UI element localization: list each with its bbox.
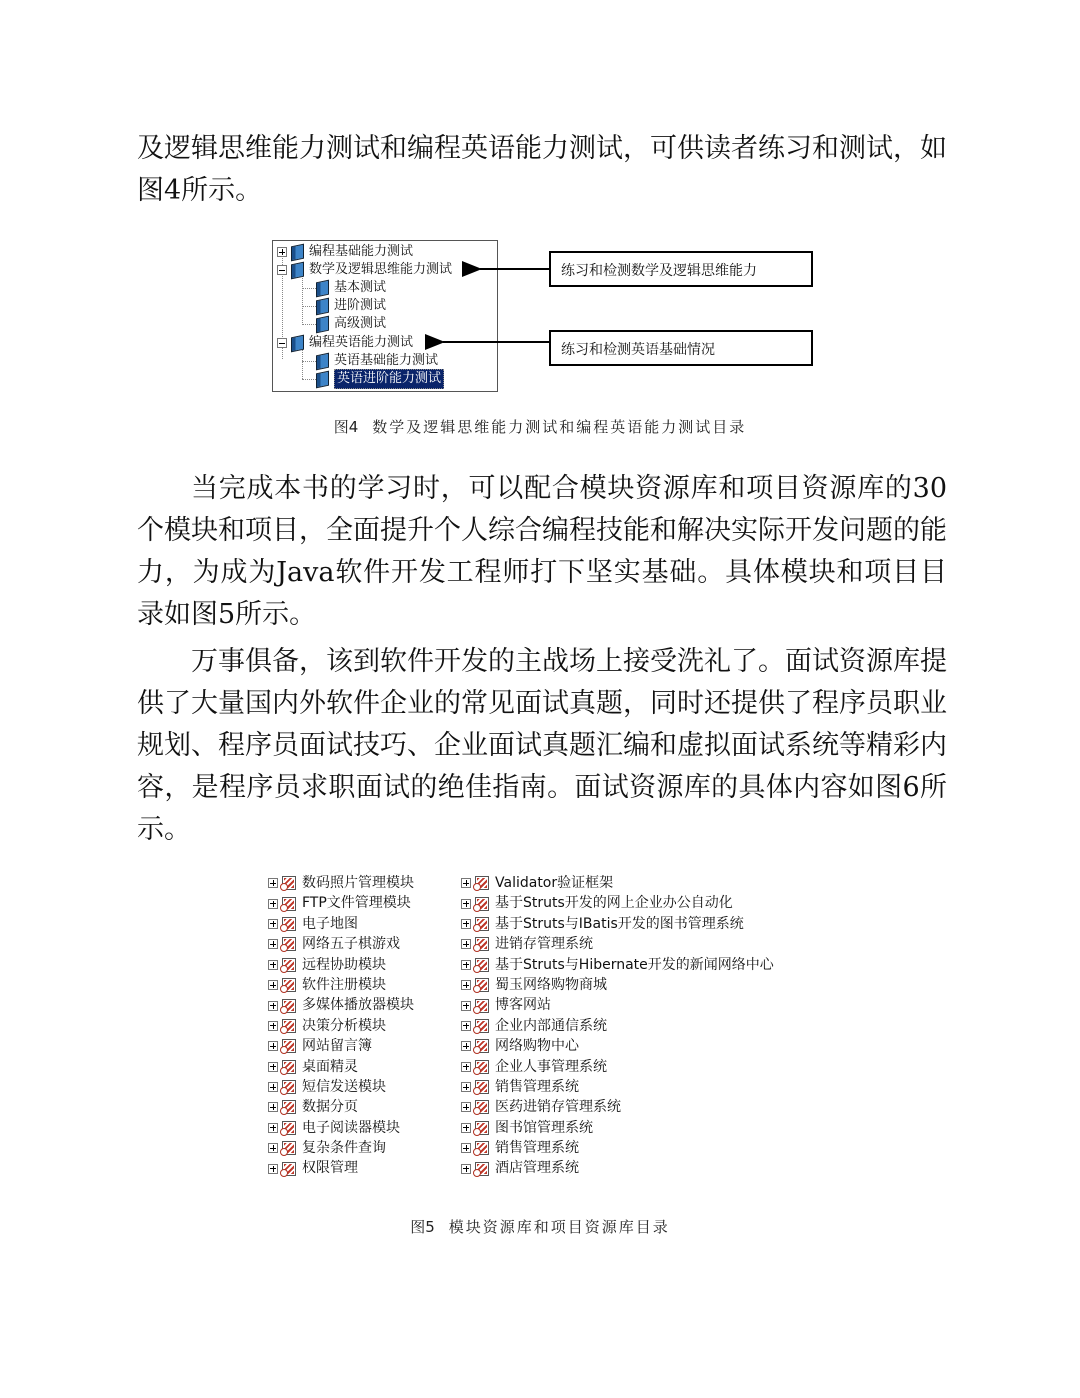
expand-icon[interactable] <box>268 878 278 888</box>
resource-package-icon <box>282 1162 296 1176</box>
resource-package-icon <box>475 1121 489 1135</box>
expand-icon[interactable] <box>461 1041 471 1051</box>
paragraph-3: 万事俱备，该到软件开发的主战场上接受洗礼了。面试资源库提供了大量国内外软件企业的常见面试真题，同时还提供了程序员职业规划、程序员面试技巧、企业面试真题汇编和虚拟面试系统等精彩内容，是程序员求职面试的绝佳指南。面试资源库的具体内容如图6所示。 <box>137 646 947 845</box>
expand-icon[interactable] <box>461 1062 471 1072</box>
expand-icon[interactable] <box>461 1123 471 1133</box>
resource-package-icon <box>282 958 296 972</box>
project-label: 网络购物中心 <box>495 1038 579 1055</box>
book-icon <box>291 261 304 279</box>
resource-package-icon <box>282 1039 296 1053</box>
tree-item-programming-basics[interactable]: 编程基础能力测试 <box>277 243 413 261</box>
project-list <box>461 873 774 1179</box>
project-label: 基于Struts与Hibernate开发的新闻网络中心 <box>495 956 774 973</box>
module-label: 电子地图 <box>302 915 358 932</box>
module-item[interactable] <box>268 934 414 954</box>
resource-package-icon <box>475 978 489 992</box>
project-label: 蜀玉网络购物商城 <box>495 976 607 993</box>
project-item[interactable] <box>461 1016 774 1036</box>
expand-icon[interactable] <box>268 1021 278 1031</box>
module-item[interactable] <box>268 873 414 893</box>
module-label: FTP文件管理模块 <box>302 895 411 912</box>
book-icon <box>316 315 329 333</box>
expand-icon[interactable] <box>461 1001 471 1011</box>
expand-icon[interactable] <box>277 247 287 257</box>
figure4-caption-number: 图4 <box>333 418 359 436</box>
project-item[interactable] <box>461 873 774 893</box>
resource-package-icon <box>475 999 489 1013</box>
project-label: 医药进销存管理系统 <box>495 1099 621 1116</box>
project-item[interactable] <box>461 934 774 954</box>
expand-icon[interactable] <box>268 919 278 929</box>
project-item[interactable] <box>461 1118 774 1138</box>
module-label: 权限管理 <box>302 1160 358 1177</box>
project-label: 销售管理系统 <box>495 1078 579 1095</box>
expand-icon[interactable] <box>461 1143 471 1153</box>
expand-icon[interactable] <box>268 1082 278 1092</box>
callout-math-logic: 练习和检测数学及逻辑思维能力 <box>549 251 813 287</box>
module-item[interactable] <box>268 1158 414 1178</box>
project-label: 进销存管理系统 <box>495 936 593 953</box>
expand-icon[interactable] <box>461 1102 471 1112</box>
module-item[interactable] <box>268 1036 414 1056</box>
module-label: 电子阅读器模块 <box>302 1119 400 1136</box>
module-item[interactable] <box>268 995 414 1015</box>
collapse-icon[interactable] <box>277 265 287 275</box>
resource-package-icon <box>282 1121 296 1135</box>
resource-package-icon <box>282 876 296 890</box>
resource-package-icon <box>475 1039 489 1053</box>
expand-icon[interactable] <box>461 1082 471 1092</box>
module-label: 远程协助模块 <box>302 956 386 973</box>
expand-icon[interactable] <box>268 1123 278 1133</box>
module-label: 决策分析模块 <box>302 1017 386 1034</box>
expand-icon[interactable] <box>268 1164 278 1174</box>
expand-icon[interactable] <box>268 1062 278 1072</box>
project-item[interactable] <box>461 1057 774 1077</box>
resource-package-icon <box>475 1080 489 1094</box>
expand-icon[interactable] <box>268 980 278 990</box>
module-label: 桌面精灵 <box>302 1058 358 1075</box>
resource-package-icon <box>475 1162 489 1176</box>
project-label: 企业内部通信系统 <box>495 1017 607 1034</box>
figure4-tree <box>272 240 498 392</box>
project-item[interactable] <box>461 914 774 934</box>
resource-package-icon <box>282 1019 296 1033</box>
figure4-caption-text: 数学及逻辑思维能力测试和编程英语能力测试目录 <box>372 418 747 436</box>
resource-package-icon <box>282 1100 296 1114</box>
project-label: 基于Struts与IBatis开发的图书管理系统 <box>495 915 744 932</box>
resource-package-icon <box>475 1141 489 1155</box>
resource-package-icon <box>282 1141 296 1155</box>
project-item[interactable] <box>461 1158 774 1178</box>
project-item[interactable] <box>461 1097 774 1117</box>
module-item[interactable] <box>268 1077 414 1097</box>
module-label: 数据分页 <box>302 1099 358 1116</box>
resource-package-icon <box>282 917 296 931</box>
project-label: 企业人事管理系统 <box>495 1058 607 1075</box>
book-icon <box>316 370 329 388</box>
project-item[interactable] <box>461 955 774 975</box>
figure5-caption <box>0 1216 1080 1237</box>
expand-icon[interactable] <box>461 919 471 929</box>
resource-package-icon <box>282 897 296 911</box>
expand-icon[interactable] <box>268 1143 278 1153</box>
project-item[interactable] <box>461 995 774 1015</box>
module-label: 软件注册模块 <box>302 976 386 993</box>
book-icon <box>291 243 304 261</box>
module-item[interactable] <box>268 975 414 995</box>
expand-icon[interactable] <box>461 899 471 909</box>
expand-icon[interactable] <box>461 939 471 949</box>
tree-item-basic-test[interactable]: 基本测试 <box>316 279 386 297</box>
project-item[interactable] <box>461 893 774 913</box>
module-label: 复杂条件查询 <box>302 1140 386 1157</box>
resource-package-icon <box>475 917 489 931</box>
module-label: 网络五子棋游戏 <box>302 936 400 953</box>
resource-package-icon <box>475 897 489 911</box>
tree-item-math-logic[interactable]: 数学及逻辑思维能力测试 <box>277 261 452 279</box>
project-item[interactable] <box>461 1036 774 1056</box>
book-icon <box>291 334 304 352</box>
book-icon <box>316 297 329 315</box>
book-icon <box>316 352 329 370</box>
collapse-icon[interactable] <box>277 338 287 348</box>
project-label: Validator验证框架 <box>495 875 614 891</box>
expand-icon[interactable] <box>461 960 471 970</box>
resource-package-icon <box>282 999 296 1013</box>
module-item[interactable] <box>268 1118 414 1138</box>
module-label: 网站留言簿 <box>302 1038 372 1055</box>
figure5-caption-text: 模块资源库和项目资源库目录 <box>448 1218 670 1236</box>
module-item[interactable] <box>268 914 414 934</box>
resource-package-icon <box>475 1100 489 1114</box>
project-label: 酒店管理系统 <box>495 1160 579 1177</box>
callout-english: 练习和检测英语基础情况 <box>549 330 813 366</box>
resource-package-icon <box>282 978 296 992</box>
module-item[interactable] <box>268 1016 414 1036</box>
resource-package-icon <box>282 1060 296 1074</box>
figure5-caption-number: 图5 <box>410 1218 435 1236</box>
project-label: 基于Struts开发的网上企业办公自动化 <box>495 895 733 912</box>
project-label: 图书馆管理系统 <box>495 1119 593 1136</box>
module-item[interactable] <box>268 1057 414 1077</box>
tree-item-english-advanced[interactable]: 英语进阶能力测试 <box>316 370 444 388</box>
tree-item-programming-english[interactable]: 编程英语能力测试 <box>277 334 413 352</box>
paragraph-2: 当完成本书的学习时，可以配合模块资源库和项目资源库的30个模块和项目，全面提升个人综合编程技能和解决实际开发问题的能力，为成为Java软件开发工程师打下坚实基础。具体模块和项目目录如图5所示。 <box>137 473 947 630</box>
resource-package-icon <box>282 937 296 951</box>
tree-item-senior-test[interactable]: 高级测试 <box>316 315 386 333</box>
expand-icon[interactable] <box>461 980 471 990</box>
expand-icon[interactable] <box>268 1102 278 1112</box>
expand-icon[interactable] <box>268 899 278 909</box>
module-item[interactable] <box>268 1097 414 1117</box>
project-item[interactable] <box>461 1077 774 1097</box>
figure4-caption <box>0 416 1080 437</box>
project-label: 博客网站 <box>495 997 551 1014</box>
module-label: 数码照片管理模块 <box>302 875 414 891</box>
project-item[interactable] <box>461 1138 774 1158</box>
expand-icon[interactable] <box>268 1041 278 1051</box>
project-item[interactable] <box>461 975 774 995</box>
book-icon <box>316 279 329 297</box>
resource-package-icon <box>475 1060 489 1074</box>
resource-package-icon <box>475 958 489 972</box>
module-item[interactable] <box>268 893 414 913</box>
expand-icon[interactable] <box>268 960 278 970</box>
expand-icon[interactable] <box>461 1164 471 1174</box>
expand-icon[interactable] <box>461 1021 471 1031</box>
resource-package-icon <box>475 937 489 951</box>
module-label: 多媒体播放器模块 <box>302 997 414 1014</box>
paragraph-1: 及逻辑思维能力测试和编程英语能力测试，可供读者练习和测试，如图4所示。 <box>137 133 947 206</box>
figure5-list <box>268 873 828 1193</box>
expand-icon[interactable] <box>461 878 471 888</box>
tree-item-english-basics[interactable]: 英语基础能力测试 <box>316 352 438 370</box>
module-list <box>268 873 414 1179</box>
project-label: 销售管理系统 <box>495 1140 579 1157</box>
module-label: 短信发送模块 <box>302 1078 386 1095</box>
module-item[interactable] <box>268 955 414 975</box>
expand-icon[interactable] <box>268 1001 278 1011</box>
resource-package-icon <box>475 876 489 890</box>
resource-package-icon <box>282 1080 296 1094</box>
tree-item-advanced-test[interactable]: 进阶测试 <box>316 297 386 315</box>
module-item[interactable] <box>268 1138 414 1158</box>
resource-package-icon <box>475 1019 489 1033</box>
expand-icon[interactable] <box>268 939 278 949</box>
